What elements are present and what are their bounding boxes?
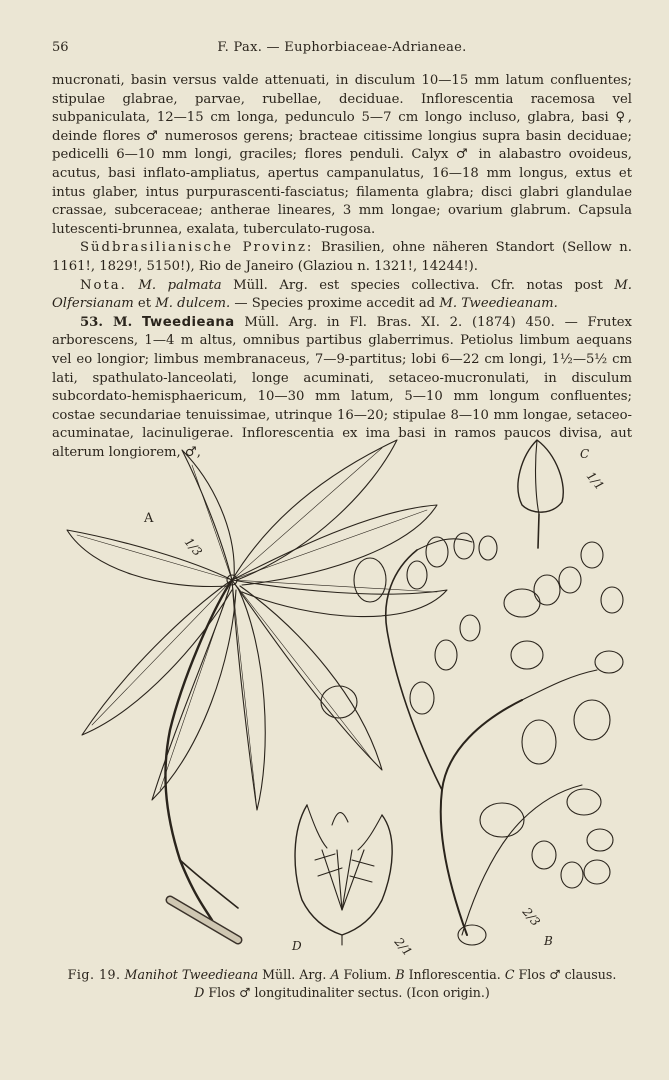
flower-section-drawing [295, 805, 392, 945]
inflorescence-drawing [321, 533, 623, 945]
figure-label-b: B [544, 934, 553, 948]
species-name: Tweedieana [141, 314, 235, 330]
nota-taxon: M. Tweedieanam. [439, 296, 558, 312]
nota-taxon: M. Olfersianam [52, 277, 632, 312]
figure-illustration [52, 430, 632, 960]
caption-label: B [395, 967, 405, 982]
caption-taxon: Manihot Tweedieana [124, 967, 259, 982]
nota-taxon: M. dulcem. [155, 296, 231, 312]
figure-caption [52, 966, 632, 1002]
caption-text: Inflorescentia. [404, 967, 501, 982]
paragraph-nota [52, 277, 632, 314]
figure-scale-d: 2/1 [391, 934, 415, 959]
figure-number: Fig. 19. [67, 967, 121, 982]
figure-scale-b: 2/3 [519, 904, 543, 929]
distribution-text: Brasilien, ohne näheren Standort (Sellow n. 1161!, 1829!, 5150!), Rio de Janeiro (Glaziou n. 1321!, 14244!). [52, 240, 632, 274]
nota-taxon: M. palmata [138, 277, 222, 293]
caption-author: Müll. Arg. [258, 967, 327, 982]
caption-label: C [504, 967, 515, 982]
closed-flower-drawing [518, 440, 563, 548]
figure-label-d: D [292, 939, 302, 953]
caption-text: Folium. [339, 967, 392, 982]
caption-origin: (Icon origin.) [406, 985, 490, 1000]
botanical-figure [52, 430, 632, 960]
body-text [52, 72, 632, 462]
caption-text: Flos ♂ longitudinaliter sectus. [204, 985, 403, 1000]
caption-label: D [194, 985, 205, 1000]
species-description: Müll. Arg. in Fl. Bras. XI. 2. (1874) 450. — Frutex arborescens, 1—4 m altus, omnibus partibus glaberrimus. Petiolus limbum aequans vel eo longior; limbus membranaceus, 7—9-partitus; lobi 6—22 cm longi, 1½—5½ cm lati, spathulato-lanceolati, longe acuminati, setaceo-mucronulati, in disculum subcordato-hemisphaericum, 10—30 mm latum, 5—10 mm longum confluentes; costae secundariae tenuissimae, utrinque 16—20; stipulae 8—10 mm longae, setaceo-acuminatae, lacinuligerae. Inflorescentia ex ima basi in ramos paucos divisa, aut alterum longiorem, ♂, [52, 314, 632, 460]
page-number: 56 [52, 40, 69, 55]
nota-label: Nota. [80, 277, 127, 293]
figure-scale-a: 1/3 [181, 534, 205, 559]
figure-label-c: C [580, 447, 590, 461]
species-number: 53. M. [80, 314, 133, 330]
paragraph-description: mucronati, basin versus valde attenuati, in disculum 10—15 mm latum confluentes; stipulae glabrae, parvae, rubellae, deciduae. Inflorescentia racemosa vel subpaniculata, 12—15 cm longa, pedunculo 5—7 cm longo incluso, glabra, basi ♀, deinde flores ♂ numerosos gerens; bracteae citissime longius supra basin deciduae; pedicelli 6—10 mm longi, graciles; flores penduli. Calyx ♂ in alabastro ovoideus, acutus, basi inflato-ampliatus, apertus campanulatus, 16—18 mm longus, extus et intus glaber, intus purpurascenti-fasciatus; filamenta glabra; disci glabri glandulae crassae, subceraceae; antherae lineares, 3 mm longae; ovarium glabrum. Capsula lutescenti-brunnea, exalata, tuberculato-rugosa. [52, 73, 632, 237]
running-head: F. Pax. — Euphorbiaceae-Adrianeae. [217, 40, 467, 55]
nota-text: et [133, 296, 156, 312]
caption-label: A [330, 967, 340, 982]
figure-label-a: A [144, 511, 154, 526]
page-header [52, 40, 632, 60]
caption-text: Flos ♂ clausus. [514, 967, 617, 982]
province-label: Südbrasilianische Provinz: [80, 240, 314, 256]
paragraph-distribution [52, 239, 632, 276]
nota-text: Müll. Arg. est species collectiva. Cfr. notas post [221, 277, 615, 293]
leaf-drawing [67, 440, 447, 940]
nota-text: — Species proxime accedit ad [230, 296, 440, 312]
figure-scale-c: 1/1 [583, 468, 607, 493]
